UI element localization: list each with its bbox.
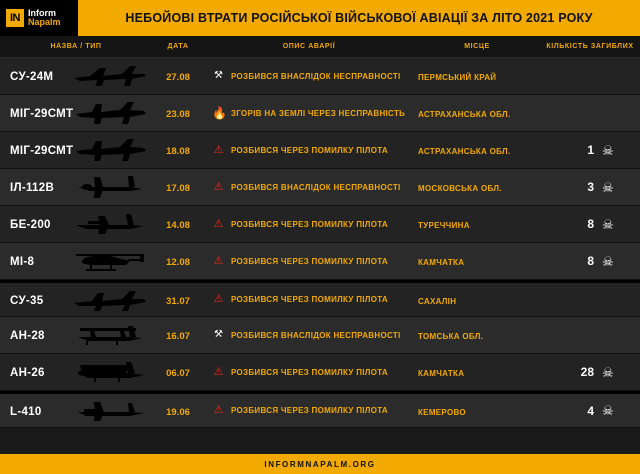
warning-icon: ⚠ bbox=[213, 293, 224, 305]
page-footer: INFORMNAPALM.ORG bbox=[0, 454, 640, 474]
logo-line-1: Inform bbox=[28, 7, 56, 18]
aircraft-name: L-410 bbox=[10, 405, 42, 418]
logo-badge: IN bbox=[6, 9, 24, 27]
column-header-date: ДАТА bbox=[167, 43, 189, 50]
skull-icon: ☠ bbox=[602, 403, 614, 418]
incident-description: РОЗБИВСЯ ЧЕРЕЗ ПОМИЛКУ ПІЛОТА bbox=[231, 406, 389, 415]
warning-icon: ⚠ bbox=[213, 254, 224, 267]
incident-description: ЗГОРІВ НА ЗЕМЛІ ЧЕРЕЗ НЕСПРАВНІСТЬ bbox=[231, 108, 406, 118]
table-row bbox=[0, 206, 640, 243]
aircraft-name: МІ-8 bbox=[10, 256, 35, 268]
incident-description: РОЗБИВСЯ ЧЕРЕЗ ПОМИЛКУ ПІЛОТА bbox=[231, 219, 389, 229]
killed-count: 8 bbox=[587, 254, 594, 268]
incident-location: ПЕРМСЬКИЙ КРАЙ bbox=[418, 73, 497, 82]
incident-location: МОСКОВСЬКА ОБЛ. bbox=[418, 184, 502, 193]
fire-icon: 🔥 bbox=[212, 106, 227, 120]
skull-icon: ☠ bbox=[602, 142, 614, 158]
aircraft-name: СУ-24М bbox=[10, 71, 54, 83]
incident-date: 17.08 bbox=[166, 183, 190, 194]
incident-description: РОЗБИВСЯ ЧЕРЕЗ ПОМИЛКУ ПІЛОТА bbox=[231, 367, 389, 377]
table-row bbox=[0, 58, 640, 95]
incident-description: РОЗБИВСЯ ВНАСЛІДОК НЕСПРАВНОСТІ bbox=[231, 182, 401, 192]
aircraft-silhouette-mig29 bbox=[66, 100, 152, 126]
table-column-headers bbox=[0, 36, 640, 58]
skull-icon: ☠ bbox=[602, 179, 614, 195]
aircraft-name: СУ-35 bbox=[10, 294, 44, 307]
table-row bbox=[0, 95, 640, 132]
incident-location: КАМЧАТКА bbox=[418, 369, 465, 378]
incident-date: 18.08 bbox=[166, 146, 190, 157]
aircraft-silhouette-an26 bbox=[66, 359, 152, 385]
incident-location: КАМЧАТКА bbox=[418, 258, 465, 267]
incident-date: 12.08 bbox=[166, 257, 190, 268]
incident-location: САХАЛІН bbox=[418, 296, 457, 306]
tools-icon: ⚒ bbox=[214, 329, 223, 340]
column-header-name: НАЗВА / ТИП bbox=[50, 43, 102, 50]
table-row bbox=[0, 391, 640, 428]
incident-date: 31.07 bbox=[166, 295, 190, 307]
warning-icon: ⚠ bbox=[213, 217, 224, 230]
killed-count: 8 bbox=[587, 217, 594, 231]
incident-date: 19.06 bbox=[166, 406, 190, 418]
column-header-killed: КІЛЬКІСТЬ ЗАГИБЛИХ bbox=[546, 43, 634, 50]
aircraft-name: МІГ-29СМТ bbox=[10, 145, 74, 157]
table-row bbox=[0, 280, 640, 317]
incident-description: РОЗБИВСЯ ЧЕРЕЗ ПОМИЛКУ ПІЛОТА bbox=[231, 256, 389, 266]
aircraft-silhouette-an28 bbox=[66, 322, 152, 348]
aircraft-silhouette-l410 bbox=[66, 398, 152, 424]
warning-icon: ⚠ bbox=[213, 143, 224, 156]
killed-count: 28 bbox=[580, 365, 594, 379]
aircraft-name: МІГ-29СМТ bbox=[10, 108, 74, 120]
aircraft-name: ІЛ-112В bbox=[10, 182, 55, 194]
column-header-desc: ОПИС АВАРІЇ bbox=[282, 43, 336, 50]
aircraft-silhouette-mi8 bbox=[66, 248, 152, 274]
warning-icon: ⚠ bbox=[213, 180, 224, 193]
warning-icon: ⚠ bbox=[213, 365, 224, 378]
killed-count: 4 bbox=[587, 403, 594, 418]
incident-description: РОЗБИВСЯ ЧЕРЕЗ ПОМИЛКУ ПІЛОТА bbox=[231, 145, 389, 155]
table-row bbox=[0, 132, 640, 169]
table-row bbox=[0, 317, 640, 354]
aircraft-silhouette-mig29 bbox=[66, 137, 152, 163]
skull-icon: ☠ bbox=[602, 253, 614, 269]
killed-count: 1 bbox=[587, 143, 594, 157]
table-row bbox=[0, 243, 640, 280]
skull-icon: ☠ bbox=[602, 364, 614, 380]
incident-location: АСТРАХАНСЬКА ОБЛ. bbox=[418, 110, 511, 119]
incident-date: 16.07 bbox=[166, 331, 190, 342]
tools-icon: ⚒ bbox=[214, 70, 223, 81]
incident-description: РОЗБИВСЯ ЧЕРЕЗ ПОМИЛКУ ПІЛОТА bbox=[231, 295, 389, 304]
skull-icon: ☠ bbox=[602, 216, 614, 232]
table-row bbox=[0, 169, 640, 206]
incident-date: 14.08 bbox=[166, 220, 190, 231]
table-row bbox=[0, 354, 640, 391]
page-header bbox=[0, 0, 640, 36]
loss-table bbox=[0, 58, 640, 454]
incident-location: АСТРАХАНСЬКА ОБЛ. bbox=[418, 147, 511, 156]
incident-location: ТОМСЬКА ОБЛ. bbox=[418, 332, 484, 341]
aircraft-name: БЕ-200 bbox=[10, 219, 51, 231]
logo-wordmark bbox=[28, 9, 61, 28]
column-header-place: МІСЦЕ bbox=[464, 43, 490, 50]
incident-date: 06.07 bbox=[166, 368, 190, 379]
incident-description: РОЗБИВСЯ ВНАСЛІДОК НЕСПРАВНОСТІ bbox=[231, 330, 401, 340]
logo[interactable] bbox=[0, 0, 78, 36]
incident-location: ТУРЕЧЧИНА bbox=[418, 221, 470, 230]
incident-date: 27.08 bbox=[166, 72, 190, 83]
aircraft-name: АН-28 bbox=[10, 330, 45, 342]
aircraft-silhouette-be200 bbox=[66, 211, 152, 237]
incident-location: КЕМЕРОВО bbox=[418, 407, 466, 417]
incident-date: 23.08 bbox=[166, 109, 190, 120]
warning-icon: ⚠ bbox=[213, 404, 224, 416]
aircraft-silhouette-il112 bbox=[66, 174, 152, 200]
aircraft-silhouette-su24 bbox=[66, 63, 152, 89]
page-title: НЕБОЙОВІ ВТРАТИ РОСІЙСЬКОЇ ВІЙСЬКОВОЇ АВІАЦІЇ ЗА ЛІТО 2021 РОКУ bbox=[78, 0, 640, 36]
aircraft-name: АН-26 bbox=[10, 367, 45, 379]
incident-description: РОЗБИВСЯ ВНАСЛІДОК НЕСПРАВНОСТІ bbox=[231, 71, 401, 81]
killed-count: 3 bbox=[587, 180, 594, 194]
logo-line-2: Napalm bbox=[28, 17, 61, 27]
aircraft-silhouette-su35 bbox=[66, 287, 152, 313]
